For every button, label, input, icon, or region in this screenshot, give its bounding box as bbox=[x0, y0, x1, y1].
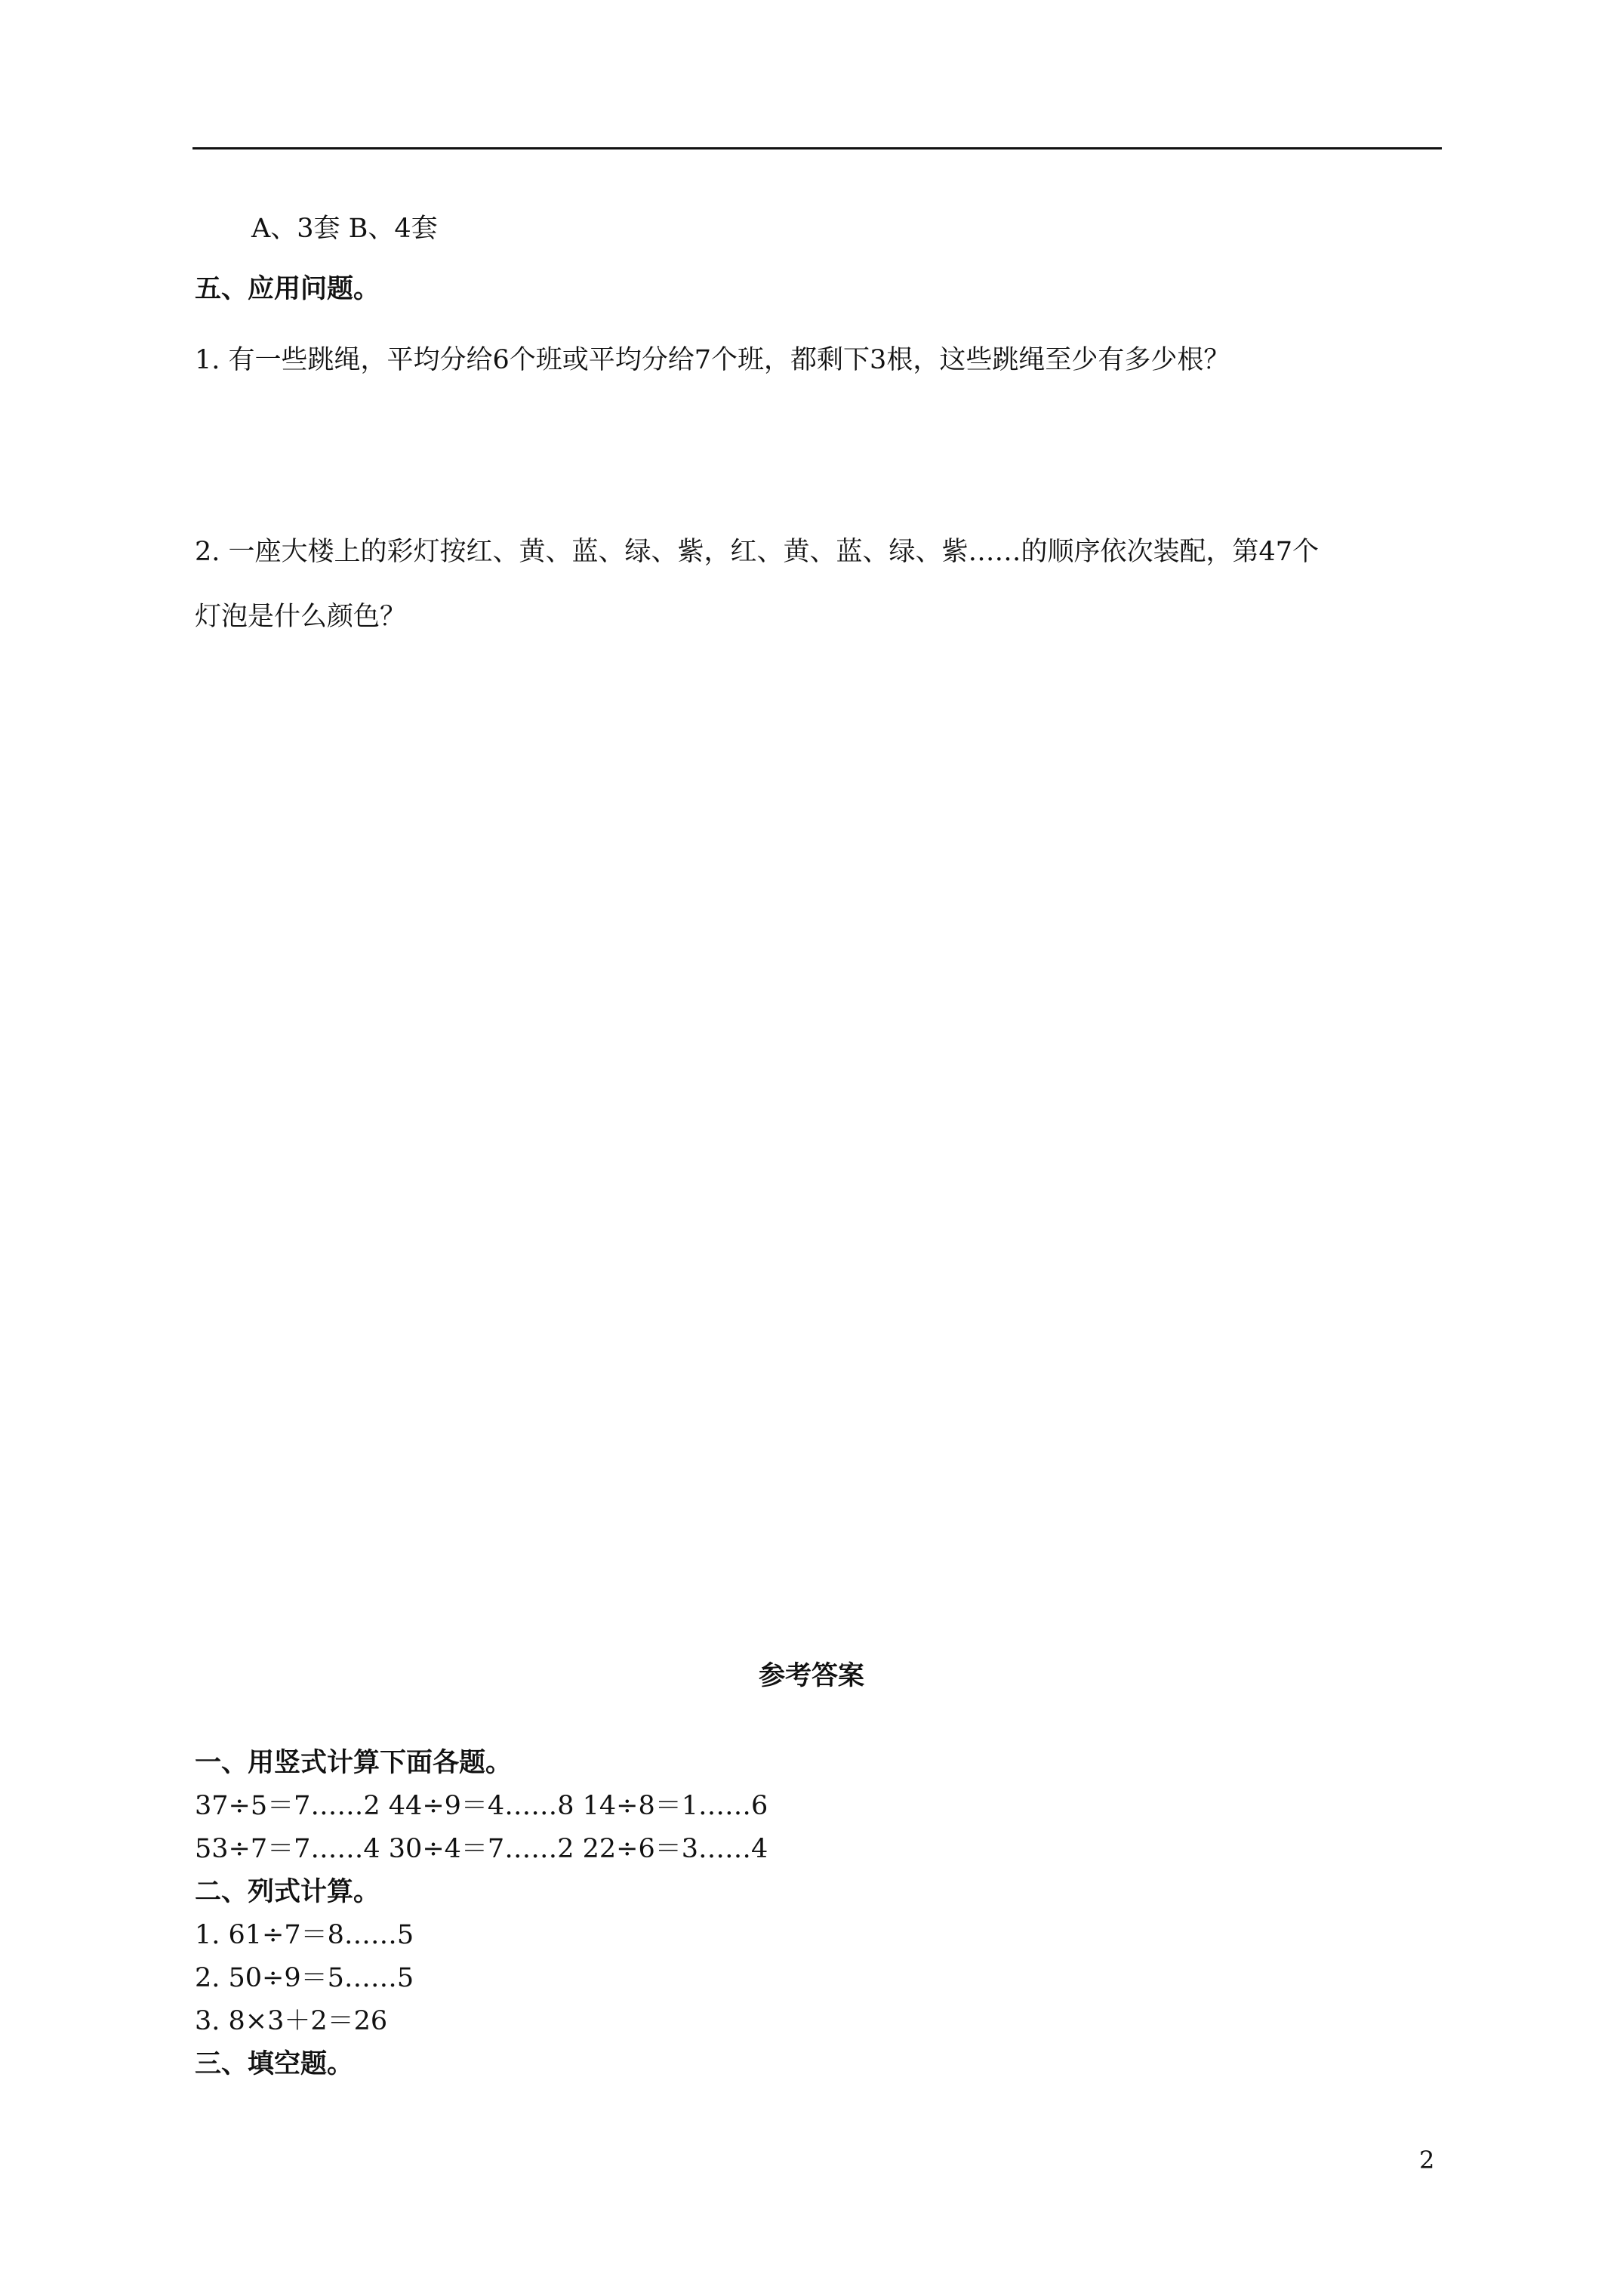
choice-options: A、3套 B、4套 bbox=[251, 214, 438, 244]
answer-section-1-title: 一、用竖式计算下面各题。 bbox=[195, 1747, 513, 1778]
answer-section-2-title: 二、列式计算。 bbox=[195, 1876, 380, 1907]
answer-section-1-row-1: 37÷5＝7……2 44÷9＝4……8 14÷8＝1……6 bbox=[195, 1791, 768, 1821]
answer-section-2-item: 3. 8×3＋2＝26 bbox=[195, 2006, 388, 2036]
section-title-applications: 五、应用问题。 bbox=[195, 273, 380, 304]
answers-heading: 参考答案 bbox=[758, 1660, 864, 1691]
question-2-line-2: 灯泡是什么颜色？ bbox=[195, 602, 407, 632]
answer-section-2-item: 2. 50÷9＝5……5 bbox=[195, 1963, 414, 1993]
page-number: 2 bbox=[1419, 2146, 1435, 2174]
header-rule bbox=[192, 147, 1442, 149]
answer-section-3-title: 三、填空题。 bbox=[195, 2048, 354, 2079]
answer-section-2-item: 1. 61÷7＝8……5 bbox=[195, 1920, 414, 1950]
question-1: 1. 有一些跳绳，平均分给6个班或平均分给7个班，都剩下3根，这些跳绳至少有多少根？ bbox=[195, 345, 1230, 375]
answer-section-1-row-2: 53÷7＝7……4 30÷4＝7……2 22÷6＝3……4 bbox=[195, 1834, 768, 1864]
question-2-line-1: 2. 一座大楼上的彩灯按红、黄、蓝、绿、紫，红、黄、蓝、绿、紫……的顺序依次装配，第47个 bbox=[195, 537, 1320, 567]
